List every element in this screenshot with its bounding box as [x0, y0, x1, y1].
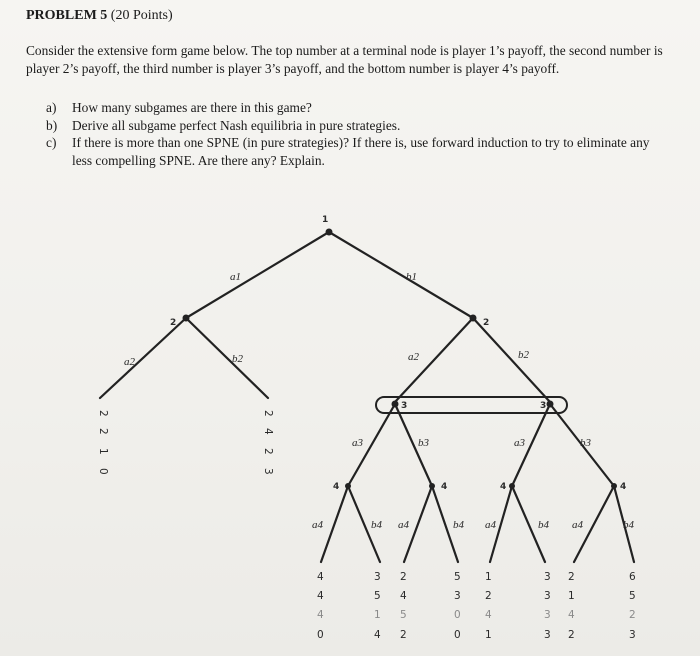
payoff-column-6: [544, 571, 551, 641]
payoff-value: 2: [400, 629, 407, 641]
edge-a1: [186, 232, 329, 318]
payoff-value: 4: [317, 590, 324, 602]
action-label: a4: [398, 519, 409, 531]
player-label: 4: [500, 482, 507, 492]
action-label: a4: [485, 519, 496, 531]
question-text: How many subgames are there in this game?: [72, 100, 312, 115]
payoff-value: 3: [544, 571, 551, 583]
player-label: 4: [620, 482, 627, 492]
payoff-value: 2: [629, 609, 636, 621]
payoff-value: 1: [485, 571, 492, 583]
node-p4-1: [345, 483, 351, 489]
action-label: a4: [312, 519, 323, 531]
payoff-column-1: [317, 571, 324, 641]
action-label: a3: [514, 437, 525, 449]
edge-a4-1: [321, 486, 348, 562]
action-label: b1: [406, 271, 417, 283]
edge-a2-right: [395, 318, 473, 402]
payoff-value: 5: [374, 590, 381, 602]
action-label: b3: [418, 437, 429, 449]
edge-b2-right: [473, 318, 550, 402]
action-label: b4: [538, 519, 549, 531]
payoff-value: 1: [568, 590, 575, 602]
payoff-value: 5: [629, 590, 636, 602]
payoff-value: 5: [400, 609, 407, 621]
player-label: 2: [170, 318, 177, 328]
question-label: b): [46, 117, 58, 133]
payoff-value: 1: [374, 609, 381, 621]
question-text: If there is more than one SPNE (in pure strategies)? If there is, use forward induction to try to eliminate any less compelling SPNE. Are there any? Explain.: [72, 135, 650, 168]
player-label: 4: [441, 482, 448, 492]
action-label: b2: [518, 349, 529, 361]
problem-heading: PROBLEM 5: [26, 8, 108, 23]
payoff-value: 3: [454, 590, 461, 602]
action-label: b3: [580, 437, 591, 449]
payoff-value: 0: [454, 609, 461, 621]
node-p4-2: [429, 483, 435, 489]
payoff-left-a2: [97, 410, 109, 475]
payoff-value: 0: [454, 629, 461, 641]
payoff-column-5: [485, 571, 492, 641]
payoff-value: 4: [485, 609, 492, 621]
payoff-value: 4: [317, 571, 324, 583]
action-label: a4: [572, 519, 583, 531]
problem-points: (20 Points): [110, 8, 173, 23]
node-p4-4: [611, 483, 617, 489]
edge-a2-left: [100, 318, 186, 398]
node-p3-left: [392, 401, 399, 408]
player-label: 1: [322, 215, 329, 225]
player-label: 3: [540, 401, 547, 411]
payoff-value: 2: [262, 448, 274, 455]
payoff-value: 0: [317, 629, 324, 641]
action-label: b2: [232, 353, 243, 365]
question-text: Derive all subgame perfect Nash equilibria in pure strategies.: [72, 117, 401, 133]
payoff-value: 4: [317, 609, 324, 621]
payoff-value: 4: [568, 609, 575, 621]
payoff-value: 2: [568, 571, 575, 583]
payoff-value: 3: [374, 571, 381, 583]
payoff-value: 2: [400, 571, 407, 583]
problem-intro: Consider the extensive form game below. The top number at a terminal node is player 1’s payoff, the second number is player 2’s payoff, the third number is player 3’s payoff, and the bottom number is player 4’s payoff.: [26, 43, 663, 76]
node-p1: [326, 229, 333, 236]
action-label: b4: [453, 519, 464, 531]
action-label: a1: [230, 271, 241, 283]
payoff-value: 4: [374, 629, 381, 641]
payoff-value: 2: [262, 410, 274, 417]
question-label: c): [46, 135, 57, 150]
node-p2-right: [470, 315, 477, 322]
player-label: 2: [483, 318, 490, 328]
payoff-value: 0: [97, 468, 109, 475]
action-label: a3: [352, 437, 363, 449]
player-label: 3: [401, 401, 408, 411]
payoff-value: 3: [629, 629, 636, 641]
edge-b1: [329, 232, 473, 318]
payoff-left-b2: [262, 410, 274, 475]
question-label: a): [46, 100, 57, 115]
payoff-value: 4: [400, 590, 407, 602]
action-label: b4: [371, 519, 382, 531]
payoff-value: 3: [544, 590, 551, 602]
payoff-value: 5: [454, 571, 461, 583]
payoff-value: 3: [544, 609, 551, 621]
player-label: 4: [333, 482, 340, 492]
payoff-value: 1: [485, 629, 492, 641]
node-p3-right: [547, 401, 554, 408]
payoff-value: 2: [97, 428, 109, 435]
payoff-value: 6: [629, 571, 636, 583]
node-p4-3: [509, 483, 515, 489]
payoff-column-3: [400, 571, 407, 641]
payoff-value: 3: [262, 468, 274, 475]
payoff-value: 3: [544, 629, 551, 641]
payoff-value: 2: [97, 410, 109, 417]
action-label: a2: [124, 356, 135, 368]
payoff-column-7: [568, 571, 575, 641]
payoff-column-8: [629, 571, 636, 641]
action-label: b4: [623, 519, 634, 531]
payoff-value: 2: [568, 629, 575, 641]
payoff-value: 4: [262, 428, 274, 435]
edge-b2-left: [186, 318, 268, 398]
node-p2-left: [183, 315, 190, 322]
payoff-value: 2: [485, 590, 492, 602]
payoff-value: 1: [97, 448, 109, 455]
payoff-column-4: [454, 571, 461, 641]
action-label: a2: [408, 351, 419, 363]
payoff-column-2: [374, 571, 381, 641]
